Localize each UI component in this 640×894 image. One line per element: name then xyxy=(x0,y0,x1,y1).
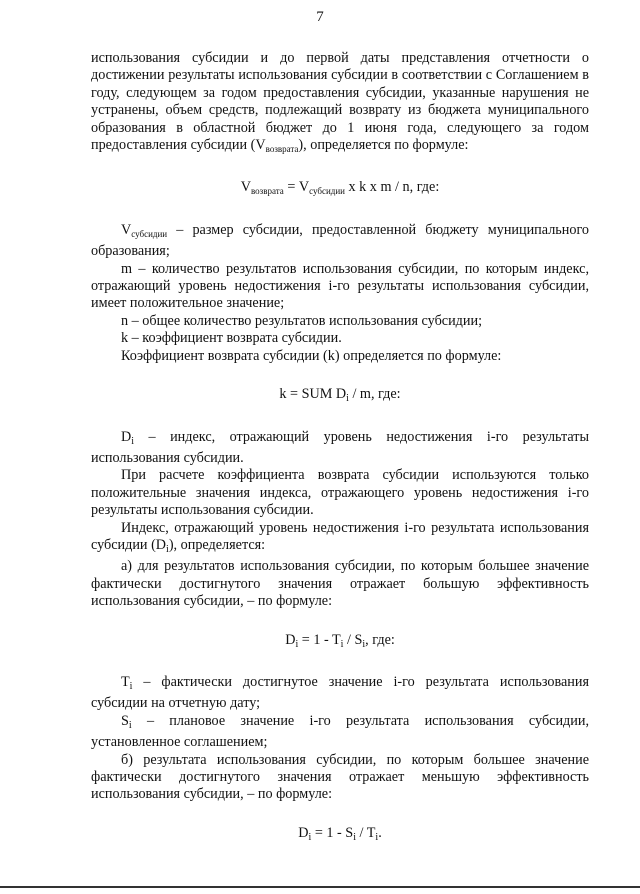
definition-n: n – общее количество результатов использования субсидии; xyxy=(121,312,483,329)
paragraph-case-a: а) для результатов использования субсидии, по которым большее значение фактически достигнутого значения отражает большую эффективность использования субсидии, – по формуле: xyxy=(91,558,589,610)
formula-d-case-b: $D_i = 1 - S_i / T_i$. xyxy=(298,824,382,843)
formula-d-case-a: $D_i = 1 - T_i / S_i$, где: xyxy=(285,631,395,650)
bottom-divider xyxy=(0,886,640,888)
paragraph-calculation: При расчете коэффициента возврата субсидии используются только положительные значения индекса, отражающего уровень недостижения i-го результаты использования субсидии. xyxy=(91,467,589,519)
definition-t: $T_i$ – фактически достигнутое значение i-го результата использования субсидии на отчетную дату; xyxy=(91,673,589,712)
definition-s: $S_i$ – плановое значение i-го результата использования субсидии, установленное соглашением; xyxy=(91,712,589,751)
definition-k: k – коэффициент возврата субсидии. xyxy=(121,330,342,347)
paragraph-k-intro: Коэффициент возврата субсидии (k) определяется по формуле: xyxy=(121,347,502,364)
paragraph-index: Индекс, отражающий уровень недостижения i-го результата использования субсидии $(D_i)$, определяется: xyxy=(91,519,589,555)
definition-d: $D_i$ – индекс, отражающий уровень недостижения i-го результаты использования субсидии. xyxy=(91,428,589,466)
definition-v-subsidy: $V_{субсидии}$ – размер субсидии, предоставленной бюджету муниципального образования; xyxy=(91,221,589,260)
paragraph-case-b: б) результата использования субсидии, по которым большее значение фактически достигнутого значения отражает меньшую эффективность использования субсидии, – по формуле: xyxy=(91,751,589,803)
page-number: 7 xyxy=(316,9,324,25)
definition-m: m – количество результатов использования субсидии, по которым индекс, отражающий уровень недостижения i-го результаты использования субсидии, имеет положительное значение; xyxy=(91,260,589,312)
formula-k: k = SUM $D_i$ / m, где: xyxy=(279,386,401,405)
formula-refund: $V_{возврата} = V_{субсидии}$ x k x m / n, где: xyxy=(240,179,440,197)
paragraph-intro: использования субсидии и до первой даты представления отчетности о достижении результаты использования субсидии в соответствии с Соглашением в году, следующем за годом предоставления субсидии, указанные нарушения не устранены, объем средств, подлежащий возврату из бюджета муниципального образования в областной бюджет до 1 июня года, следующего за годом предоставления субсидии $(V_{возврата})$, определяется по формуле: xyxy=(91,50,589,155)
document-body xyxy=(91,50,589,846)
